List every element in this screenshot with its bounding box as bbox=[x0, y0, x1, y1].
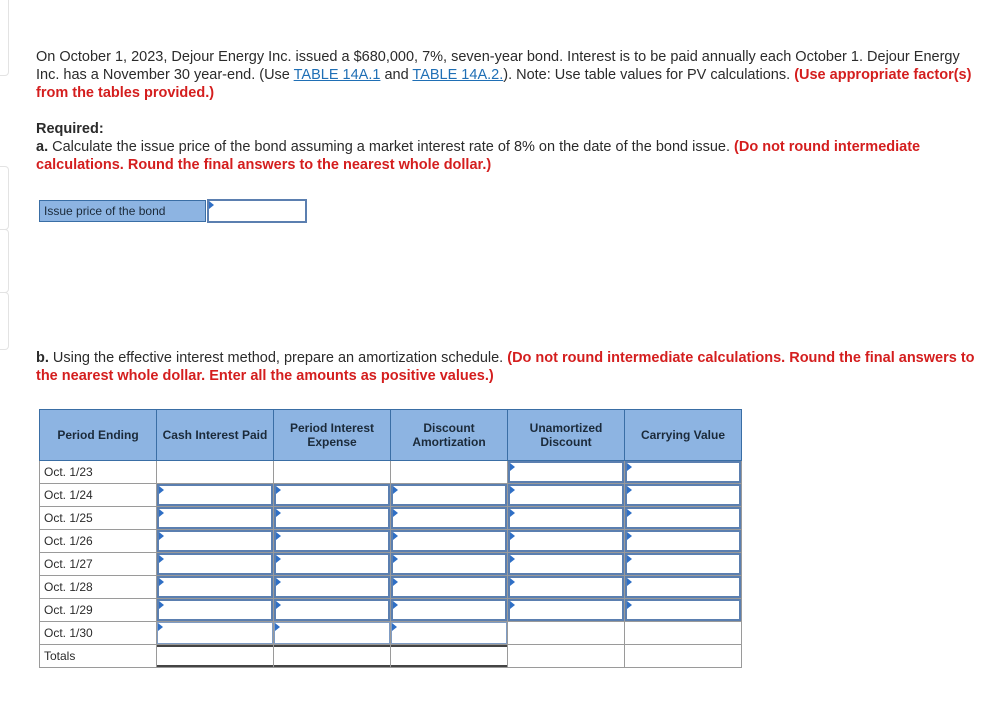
part-b-instruction: (Do not round intermediate calculations. Round the final answers to the nearest whole dollar. Enter all the amounts as positive values.) bbox=[36, 350, 975, 384]
carrying-value-cell bbox=[625, 622, 742, 645]
input-flag-icon bbox=[627, 463, 632, 471]
input-flag-icon bbox=[393, 532, 398, 540]
cash-interest-paid-input[interactable] bbox=[157, 484, 273, 506]
unamortized-discount-cell bbox=[508, 599, 625, 622]
unamortized-discount-input[interactable] bbox=[508, 530, 624, 552]
period-interest-expense-cell bbox=[274, 645, 391, 668]
schedule-row bbox=[40, 507, 742, 530]
question-intro bbox=[36, 48, 976, 102]
input-flag-icon bbox=[393, 578, 398, 586]
edge-tab bbox=[0, 292, 9, 350]
input-flag-icon bbox=[276, 486, 281, 494]
header-unamortized-discount: Unamortized Discount bbox=[508, 410, 625, 461]
schedule-row bbox=[40, 461, 742, 484]
carrying-value-cell bbox=[625, 553, 742, 576]
period-ending-cell: Oct. 1/27 bbox=[40, 553, 157, 576]
table-14a2-link[interactable]: TABLE 14A.2. bbox=[412, 67, 504, 83]
input-flag-icon bbox=[159, 509, 164, 517]
period-interest-expense-input[interactable] bbox=[274, 507, 390, 529]
input-flag-icon bbox=[159, 601, 164, 609]
header-carrying-value: Carrying Value bbox=[625, 410, 742, 461]
unamortized-discount-cell bbox=[508, 507, 625, 530]
schedule-row bbox=[40, 484, 742, 507]
carrying-value-input[interactable] bbox=[625, 530, 741, 552]
input-flag-icon bbox=[276, 601, 281, 609]
header-discount-amortization: Discount Amortization bbox=[391, 410, 508, 461]
input-flag-icon bbox=[627, 509, 632, 517]
input-flag-icon bbox=[510, 555, 515, 563]
header-period-interest-expense: Period Interest Expense bbox=[274, 410, 391, 461]
carrying-value-cell bbox=[625, 599, 742, 622]
cash-interest-paid-cell bbox=[157, 553, 274, 576]
input-flag-icon bbox=[510, 486, 515, 494]
schedule-header-row bbox=[40, 410, 742, 461]
cash-interest-paid-input[interactable] bbox=[157, 553, 273, 575]
input-flag-icon bbox=[159, 555, 164, 563]
cash-interest-paid-cell bbox=[157, 530, 274, 553]
unamortized-discount-input[interactable] bbox=[508, 484, 624, 506]
period-ending-cell: Oct. 1/26 bbox=[40, 530, 157, 553]
unamortized-discount-cell bbox=[508, 461, 625, 484]
period-ending-cell: Oct. 1/30 bbox=[40, 622, 157, 645]
period-interest-expense-cell bbox=[274, 530, 391, 553]
input-flag-icon bbox=[393, 601, 398, 609]
input-flag-icon bbox=[209, 201, 214, 209]
discount-amortization-input[interactable] bbox=[391, 530, 507, 552]
period-interest-expense-input[interactable] bbox=[274, 576, 390, 598]
period-interest-expense-cell bbox=[274, 553, 391, 576]
carrying-value-input[interactable] bbox=[625, 576, 741, 598]
period-interest-expense-input[interactable] bbox=[274, 530, 390, 552]
input-flag-icon bbox=[159, 578, 164, 586]
discount-amortization-cell bbox=[391, 599, 508, 622]
intro-text: On October 1, 2023, Dejour Energy Inc. issued a $680,000, 7%, seven-year bond. Interest is to be paid annually each October 1. Dejour Energy Inc. has a November 30 year-end. (Use bbox=[36, 49, 960, 83]
period-interest-expense-input[interactable] bbox=[274, 599, 390, 621]
unamortized-discount-input[interactable] bbox=[508, 461, 624, 483]
input-flag-icon bbox=[159, 486, 164, 494]
period-interest-expense-cell bbox=[274, 599, 391, 622]
carrying-value-cell bbox=[625, 507, 742, 530]
issue-price-label: Issue price of the bond bbox=[39, 200, 206, 222]
issue-price-input[interactable] bbox=[207, 199, 307, 223]
discount-amortization-cell bbox=[391, 553, 508, 576]
period-ending-cell: Oct. 1/28 bbox=[40, 576, 157, 599]
input-flag-icon bbox=[627, 601, 632, 609]
cash-interest-paid-input[interactable] bbox=[157, 599, 273, 621]
input-flag-icon bbox=[276, 578, 281, 586]
schedule-row bbox=[40, 553, 742, 576]
discount-amortization-cell bbox=[391, 461, 508, 484]
carrying-value-cell bbox=[625, 576, 742, 599]
period-interest-expense-input[interactable] bbox=[274, 484, 390, 506]
schedule-row bbox=[40, 576, 742, 599]
cash-interest-paid-cell bbox=[157, 576, 274, 599]
discount-amortization-input[interactable] bbox=[391, 484, 507, 506]
cash-interest-paid-input[interactable] bbox=[157, 530, 273, 552]
cash-interest-paid-input[interactable] bbox=[157, 622, 273, 644]
unamortized-discount-cell bbox=[508, 645, 625, 668]
discount-amortization-cell bbox=[391, 530, 508, 553]
unamortized-discount-cell bbox=[508, 576, 625, 599]
period-interest-expense-cell bbox=[274, 622, 391, 645]
cash-interest-paid-cell bbox=[157, 507, 274, 530]
carrying-value-input[interactable] bbox=[625, 599, 741, 621]
carrying-value-input[interactable] bbox=[625, 507, 741, 529]
input-flag-icon bbox=[510, 601, 515, 609]
period-ending-cell: Oct. 1/29 bbox=[40, 599, 157, 622]
part-a-question: Calculate the issue price of the bond assuming a market interest rate of 8% on the date of the bond issue. bbox=[48, 139, 735, 155]
discount-amortization-input[interactable] bbox=[391, 622, 507, 644]
cash-interest-paid-cell bbox=[157, 645, 274, 668]
discount-amortization-input[interactable] bbox=[391, 553, 507, 575]
unamortized-discount-input[interactable] bbox=[508, 553, 624, 575]
period-interest-expense-total[interactable] bbox=[274, 645, 390, 667]
carrying-value-input[interactable] bbox=[625, 461, 741, 483]
part-b-text bbox=[36, 349, 976, 385]
input-flag-icon bbox=[393, 486, 398, 494]
input-flag-icon bbox=[392, 623, 397, 631]
amortization-schedule bbox=[39, 409, 742, 668]
cash-interest-paid-total[interactable] bbox=[157, 645, 273, 667]
intro-instruction: (Use appropriate factor(s) from the tables provided.) bbox=[36, 67, 972, 101]
period-interest-expense-cell bbox=[274, 461, 391, 484]
input-flag-icon bbox=[275, 623, 280, 631]
intro-text: and bbox=[380, 67, 413, 83]
input-flag-icon bbox=[276, 555, 281, 563]
schedule-row bbox=[40, 622, 742, 645]
period-interest-expense-cell bbox=[274, 576, 391, 599]
input-flag-icon bbox=[510, 509, 515, 517]
cash-interest-paid-cell bbox=[157, 622, 274, 645]
input-flag-icon bbox=[158, 623, 163, 631]
discount-amortization-cell bbox=[391, 645, 508, 668]
period-ending-cell: Oct. 1/23 bbox=[40, 461, 157, 484]
unamortized-discount-cell bbox=[508, 622, 625, 645]
schedule-row bbox=[40, 530, 742, 553]
period-interest-expense-cell bbox=[274, 507, 391, 530]
discount-amortization-input[interactable] bbox=[391, 507, 507, 529]
unamortized-discount-input[interactable] bbox=[508, 507, 624, 529]
input-flag-icon bbox=[627, 578, 632, 586]
discount-amortization-cell bbox=[391, 507, 508, 530]
unamortized-discount-cell bbox=[508, 553, 625, 576]
input-flag-icon bbox=[276, 532, 281, 540]
input-flag-icon bbox=[510, 578, 515, 586]
input-flag-icon bbox=[393, 555, 398, 563]
input-flag-icon bbox=[510, 532, 515, 540]
period-ending-cell: Totals bbox=[40, 645, 157, 668]
carrying-value-cell bbox=[625, 530, 742, 553]
carrying-value-input[interactable] bbox=[625, 553, 741, 575]
carrying-value-input[interactable] bbox=[625, 484, 741, 506]
carrying-value-cell bbox=[625, 484, 742, 507]
input-flag-icon bbox=[159, 532, 164, 540]
input-flag-icon bbox=[627, 532, 632, 540]
unamortized-discount-input[interactable] bbox=[508, 576, 624, 598]
input-flag-icon bbox=[393, 509, 398, 517]
unamortized-discount-cell bbox=[508, 484, 625, 507]
header-period-ending: Period Ending bbox=[40, 410, 157, 461]
part-a-text bbox=[36, 138, 976, 174]
period-ending-cell: Oct. 1/25 bbox=[40, 507, 157, 530]
edge-tab bbox=[0, 166, 9, 230]
edge-tab bbox=[0, 229, 9, 293]
part-b-question: Using the effective interest method, prepare an amortization schedule. bbox=[48, 350, 508, 366]
totals-row bbox=[40, 645, 742, 668]
cash-interest-paid-input[interactable] bbox=[157, 576, 273, 598]
required-heading: Required: bbox=[36, 121, 104, 137]
discount-amortization-input[interactable] bbox=[391, 576, 507, 598]
edge-tab bbox=[0, 0, 9, 76]
part-a-instruction: (Do not round intermediate calculations. Round the final answers to the nearest whole dollar.) bbox=[36, 139, 921, 173]
carrying-value-cell bbox=[625, 461, 742, 484]
schedule-row bbox=[40, 599, 742, 622]
input-flag-icon bbox=[510, 463, 515, 471]
period-ending-cell: Oct. 1/24 bbox=[40, 484, 157, 507]
cash-interest-paid-cell bbox=[157, 484, 274, 507]
header-cash-interest-paid: Cash Interest Paid bbox=[157, 410, 274, 461]
discount-amortization-cell bbox=[391, 622, 508, 645]
table-14a1-link[interactable]: TABLE 14A.1 bbox=[293, 67, 381, 83]
input-flag-icon bbox=[627, 486, 632, 494]
input-flag-icon bbox=[276, 509, 281, 517]
discount-amortization-cell bbox=[391, 484, 508, 507]
period-interest-expense-input[interactable] bbox=[274, 622, 390, 644]
input-flag-icon bbox=[627, 555, 632, 563]
unamortized-discount-input[interactable] bbox=[508, 599, 624, 621]
part-a-label: a. bbox=[36, 139, 49, 155]
cash-interest-paid-cell bbox=[157, 461, 274, 484]
period-interest-expense-cell bbox=[274, 484, 391, 507]
carrying-value-cell bbox=[625, 645, 742, 668]
cash-interest-paid-cell bbox=[157, 599, 274, 622]
cash-interest-paid-input[interactable] bbox=[157, 507, 273, 529]
period-interest-expense-input[interactable] bbox=[274, 553, 390, 575]
unamortized-discount-cell bbox=[508, 530, 625, 553]
part-b-label: b. bbox=[36, 350, 49, 366]
discount-amortization-input[interactable] bbox=[391, 599, 507, 621]
discount-amortization-total[interactable] bbox=[391, 645, 507, 667]
discount-amortization-cell bbox=[391, 576, 508, 599]
intro-text: ). Note: Use table values for PV calculations. bbox=[503, 67, 795, 83]
